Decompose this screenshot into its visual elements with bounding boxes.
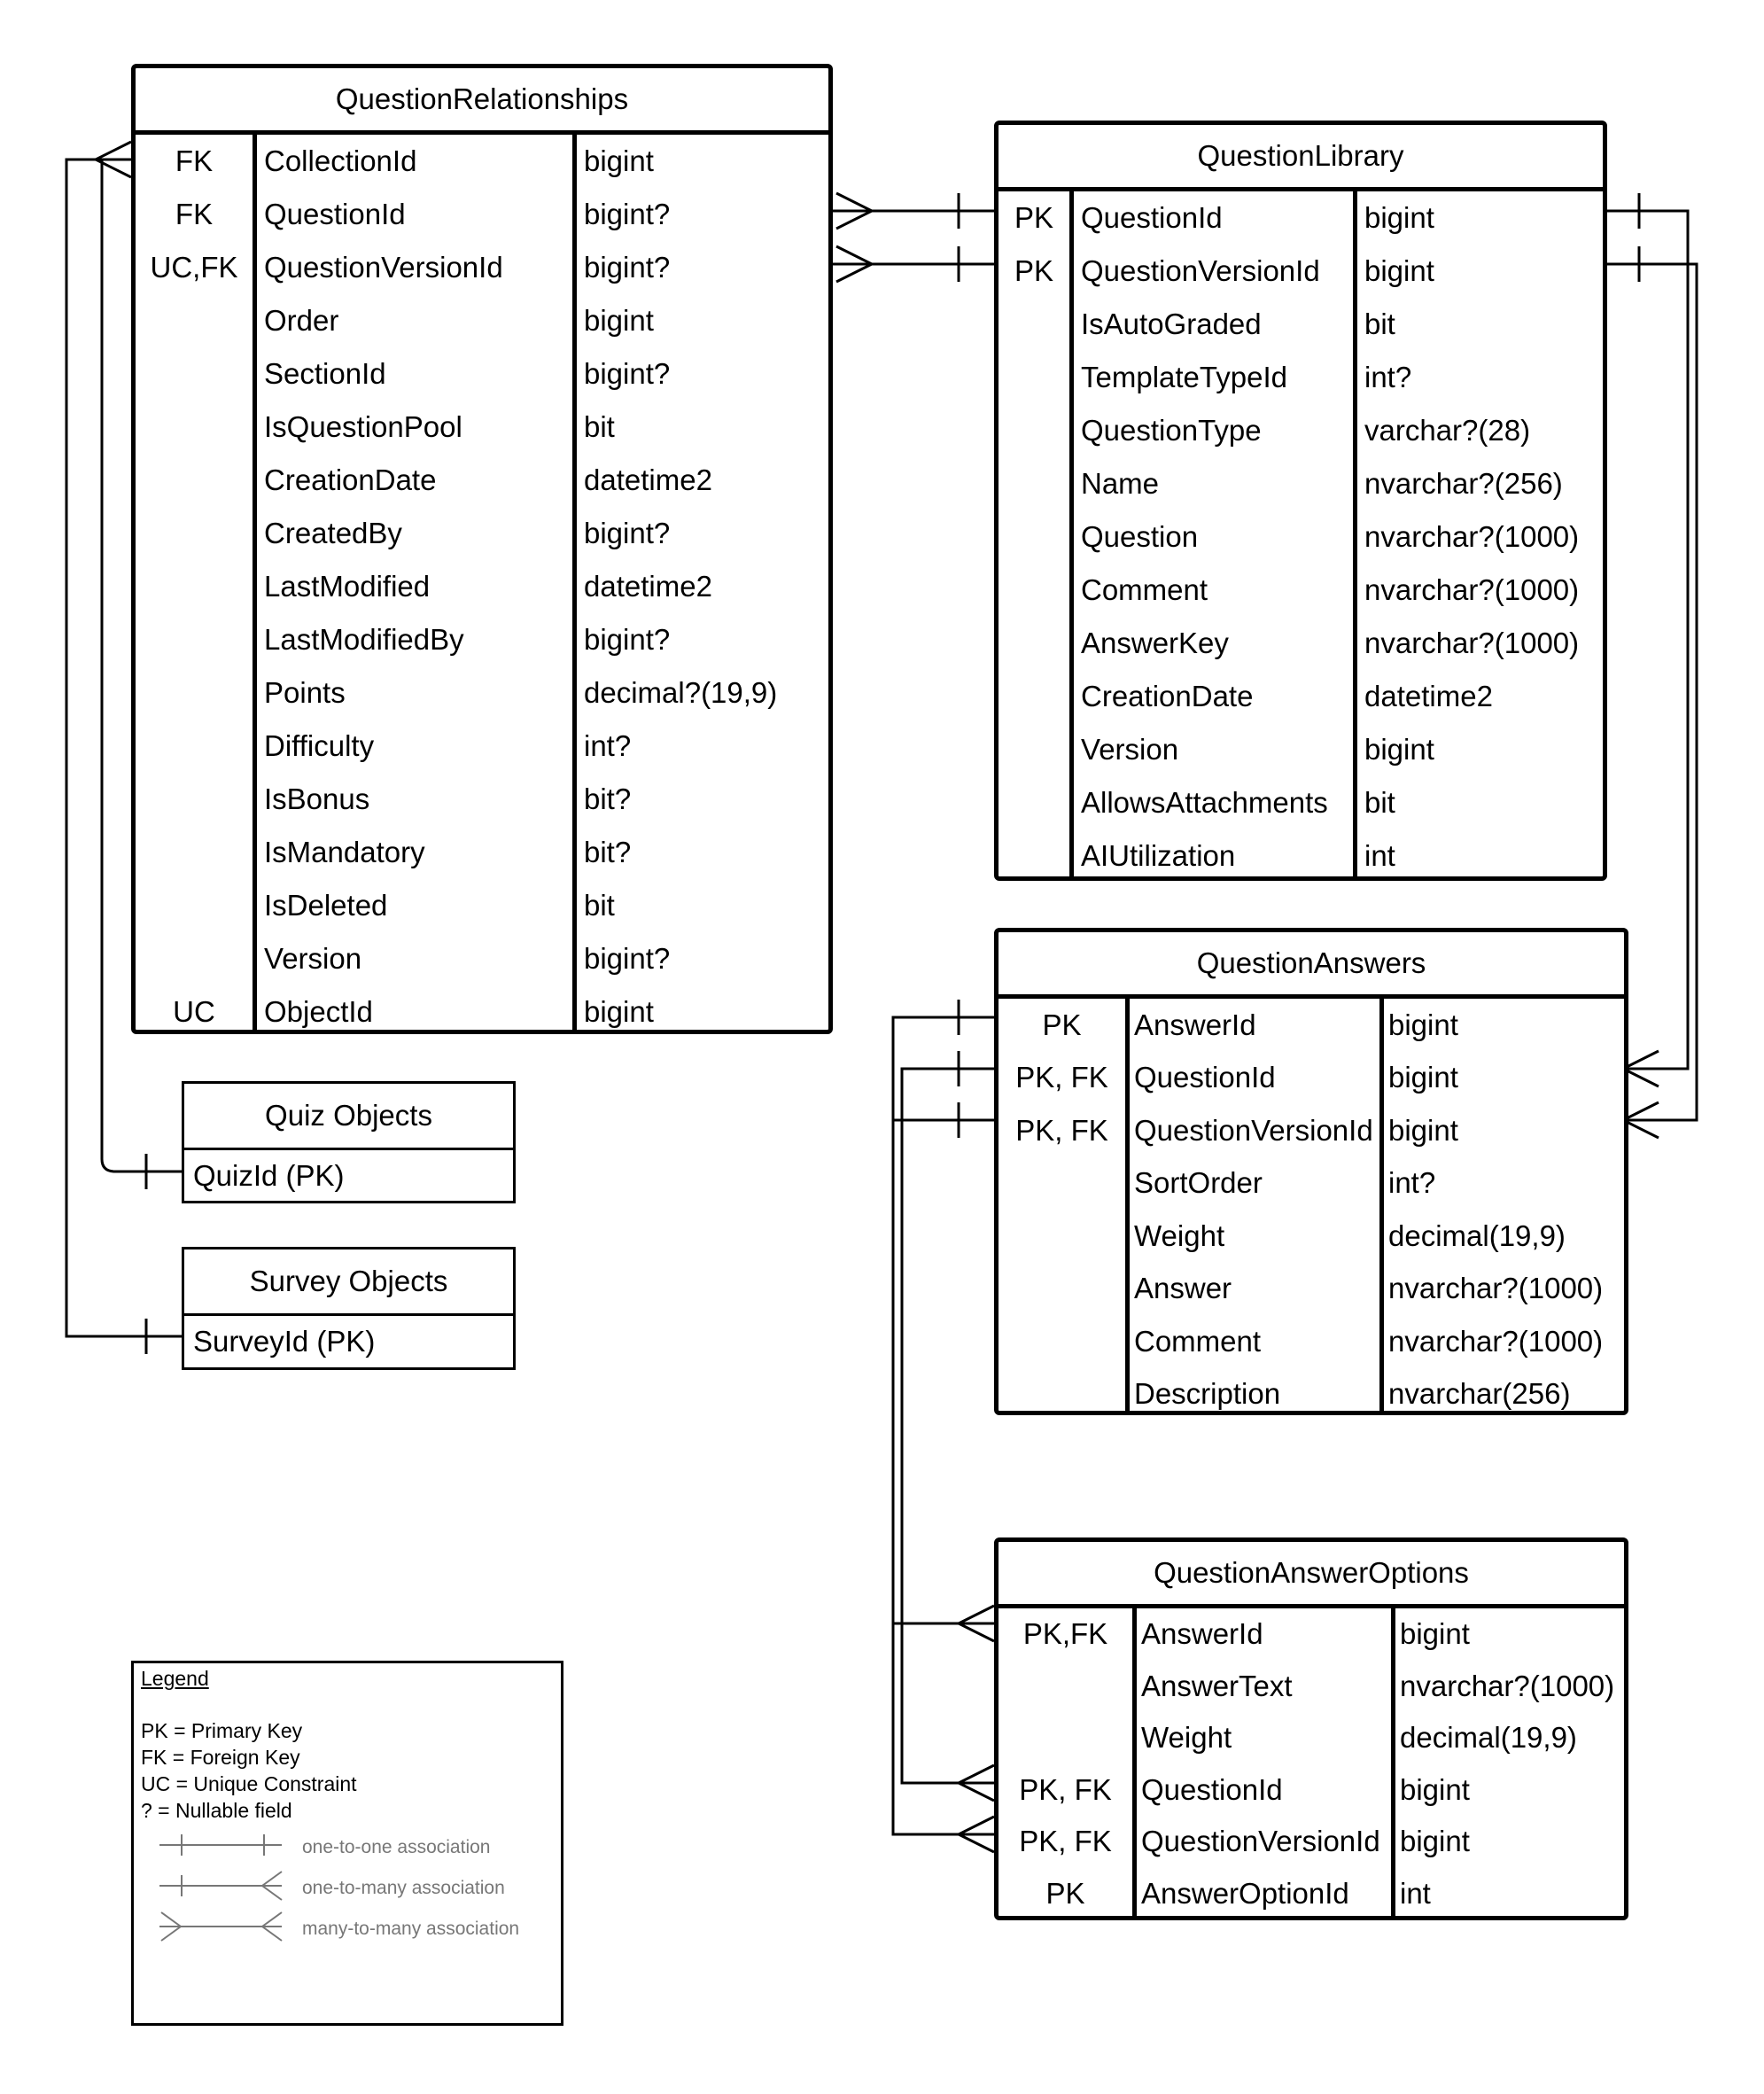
field-name: AIUtilization (1081, 839, 1236, 872)
box-quiz-objects (182, 1081, 516, 1203)
field-name: QuestionVersionId (1134, 1113, 1373, 1147)
table-row (136, 347, 828, 401)
legend-item: FK = Foreign Key (141, 1746, 300, 1769)
field-name: AnswerId (1141, 1617, 1263, 1651)
table-row (136, 294, 828, 347)
key-cell: FK (175, 144, 214, 177)
legend-association-label: many-to-many association (302, 1919, 520, 1939)
field-name: QuestionType (1081, 414, 1262, 447)
field-name: IsBonus (264, 782, 370, 815)
table-row (136, 560, 828, 613)
field-name: Name (1081, 467, 1160, 500)
field-type: int (1400, 1876, 1431, 1910)
table-row (999, 510, 1603, 564)
field-type: bit? (584, 782, 632, 815)
key-cell: UC,FK (150, 251, 238, 284)
table-row (136, 135, 828, 188)
key-cell: PK (1014, 254, 1054, 287)
field-type: bigint (584, 995, 654, 1028)
legend-item: UC = Unique Constraint (141, 1772, 357, 1795)
table-row (999, 617, 1603, 670)
field-type: nvarchar?(1000) (1388, 1324, 1604, 1358)
field-name: Description (1134, 1377, 1281, 1411)
field-type: bigint (584, 304, 654, 337)
table-row (999, 1157, 1624, 1210)
field-name: AnswerOptionId (1141, 1876, 1349, 1910)
table-row (999, 564, 1603, 617)
table-row (999, 829, 1603, 883)
key-cell: PK, FK (1019, 1772, 1112, 1806)
table-row (136, 879, 828, 932)
table-row (999, 404, 1603, 457)
table-title: QuestionLibrary (999, 125, 1603, 191)
field-type: int (1364, 839, 1395, 872)
key-cell: PK,FK (1022, 1617, 1108, 1651)
field-name: QuestionId (1141, 1772, 1283, 1806)
box-survey-objects (182, 1247, 516, 1370)
table-question-answer-options (994, 1537, 1628, 1920)
field-type: bigint (584, 144, 654, 177)
table-row (136, 826, 828, 879)
field-name: QuestionVersionId (1081, 254, 1320, 287)
field-name: Weight (1134, 1218, 1225, 1252)
table-row (136, 401, 828, 454)
table-row (136, 773, 828, 826)
key-cell: FK (175, 198, 214, 230)
legend-association-label: one-to-one association (302, 1837, 491, 1857)
table-row (999, 1368, 1624, 1421)
field-type: nvarchar?(1000) (1400, 1669, 1615, 1702)
field-type: bigint (1388, 1008, 1458, 1041)
field-type: datetime2 (1364, 680, 1493, 712)
table-row (999, 1608, 1624, 1661)
table-row (999, 298, 1603, 351)
table-row (999, 1263, 1624, 1316)
field-type: bit (584, 410, 615, 443)
table-row (136, 720, 828, 773)
field-type: bigint (1364, 201, 1434, 234)
field-name: AnswerText (1141, 1669, 1293, 1702)
field-type: bigint? (584, 357, 671, 390)
line-qa-qao-versionid (893, 1120, 994, 1834)
field-name: QuestionVersionId (264, 251, 503, 284)
table-title: QuestionAnswerOptions (999, 1542, 1624, 1608)
table-row (136, 932, 828, 985)
field-name: Version (264, 942, 362, 975)
field-type: nvarchar?(256) (1364, 467, 1563, 500)
line-qa-qao-answerid (893, 1017, 994, 1623)
table-question-relationships (131, 64, 833, 1034)
key-cell: PK, FK (1015, 1113, 1108, 1147)
field-type: datetime2 (584, 463, 712, 496)
field-name: QuestionId (264, 198, 406, 230)
table-question-answers (994, 928, 1628, 1415)
table-row (999, 245, 1603, 298)
field-type: bigint? (584, 251, 671, 284)
table-row (136, 985, 828, 1039)
field-type: bit (1364, 307, 1395, 340)
legend-item: ? = Nullable field (141, 1799, 292, 1822)
field-type: bigint? (584, 517, 671, 549)
field-type: bigint (1364, 733, 1434, 766)
field-name: QuestionId (1081, 201, 1223, 234)
field-type: nvarchar(256) (1388, 1377, 1571, 1411)
field-type: bit (584, 889, 615, 922)
field-type: decimal(19,9) (1388, 1218, 1566, 1252)
field-name: LastModified (264, 570, 431, 603)
field-name: TemplateTypeId (1081, 361, 1287, 393)
field-name: QuestionId (1134, 1061, 1276, 1094)
legend-association-label: one-to-many association (302, 1878, 505, 1898)
field-type: bigint? (584, 623, 671, 656)
field-type: int? (584, 729, 632, 762)
field-name: LastModifiedBy (264, 623, 464, 656)
field-type: datetime2 (584, 570, 712, 603)
table-row (999, 776, 1603, 829)
table-question-library (994, 121, 1607, 881)
table-row (999, 670, 1603, 723)
field-name: IsDeleted (264, 889, 388, 922)
field-name: Points (264, 676, 346, 709)
field-name: AnswerKey (1081, 627, 1229, 659)
table-row (999, 1661, 1624, 1713)
field-type: int? (1364, 361, 1412, 393)
field-type: bigint (1400, 1617, 1470, 1651)
field-name: SortOrder (1134, 1166, 1263, 1200)
legend-title: Legend (141, 1667, 209, 1690)
field-type: bigint (1400, 1772, 1470, 1806)
field-type: bigint (1388, 1061, 1458, 1094)
table-row (999, 191, 1603, 245)
field-name: IsQuestionPool (264, 410, 462, 443)
field-type: decimal(19,9) (1400, 1721, 1577, 1755)
table-row (999, 1052, 1624, 1105)
field-type: nvarchar?(1000) (1364, 573, 1580, 606)
key-cell: PK (1014, 201, 1054, 234)
table-row (999, 1868, 1624, 1920)
field-type: nvarchar?(1000) (1364, 520, 1580, 553)
field-type: bigint (1400, 1825, 1470, 1858)
field-name: Difficulty (264, 729, 375, 762)
table-row (136, 507, 828, 560)
key-cell: PK, FK (1019, 1825, 1112, 1858)
box-title: Quiz Objects (184, 1084, 513, 1150)
line-qa-qao-questionid (902, 1069, 994, 1783)
field-name: Answer (1134, 1272, 1232, 1305)
field-name: IsAutoGraded (1081, 307, 1262, 340)
key-cell: PK (1042, 1008, 1082, 1041)
field-name: QuestionVersionId (1141, 1825, 1380, 1858)
field-type: bigint (1364, 254, 1434, 287)
table-row (999, 1816, 1624, 1868)
box-title: Survey Objects (184, 1249, 513, 1316)
field-name: Question (1081, 520, 1199, 553)
table-row (999, 999, 1624, 1052)
box-field: SurveyId (PK) (193, 1325, 376, 1358)
key-cell: PK (1045, 1876, 1085, 1910)
table-row (999, 1104, 1624, 1157)
key-cell: UC (173, 995, 215, 1028)
field-type: decimal?(19,9) (584, 676, 778, 709)
field-type: nvarchar?(1000) (1364, 627, 1580, 659)
field-name: SectionId (264, 357, 386, 390)
field-name: CollectionId (264, 144, 417, 177)
table-row (999, 1315, 1624, 1368)
field-type: bigint? (584, 942, 671, 975)
table-title: QuestionRelationships (136, 68, 828, 135)
table-row (999, 1712, 1624, 1764)
legend (131, 1661, 563, 2026)
field-type: bit? (584, 836, 632, 868)
field-name: ObjectId (264, 995, 373, 1028)
field-type: bit (1364, 786, 1395, 819)
field-name: IsMandatory (264, 836, 425, 868)
table-row (999, 1764, 1624, 1817)
table-row (999, 1210, 1624, 1263)
field-name: Comment (1081, 573, 1208, 606)
field-name: Version (1081, 733, 1179, 766)
field-name: Order (264, 304, 339, 337)
table-title: QuestionAnswers (999, 932, 1624, 999)
key-cell: PK, FK (1015, 1061, 1108, 1094)
table-row (136, 241, 828, 294)
field-type: varchar?(28) (1364, 414, 1531, 447)
field-type: int? (1388, 1166, 1436, 1200)
table-row (999, 723, 1603, 776)
field-name: Weight (1141, 1721, 1232, 1755)
field-name: CreationDate (1081, 680, 1254, 712)
table-row (136, 666, 828, 720)
field-name: AnswerId (1134, 1008, 1256, 1041)
table-row (136, 613, 828, 666)
field-name: Comment (1134, 1324, 1262, 1358)
legend-item: PK = Primary Key (141, 1719, 303, 1742)
field-name: CreationDate (264, 463, 437, 496)
table-row (136, 454, 828, 507)
table-row (999, 457, 1603, 510)
field-type: nvarchar?(1000) (1388, 1272, 1604, 1305)
table-row (136, 188, 828, 241)
field-name: AllowsAttachments (1081, 786, 1328, 819)
field-type: bigint? (584, 198, 671, 230)
field-name: CreatedBy (264, 517, 402, 549)
table-row (999, 351, 1603, 404)
field-type: bigint (1388, 1113, 1458, 1147)
box-field: QuizId (PK) (193, 1158, 345, 1192)
